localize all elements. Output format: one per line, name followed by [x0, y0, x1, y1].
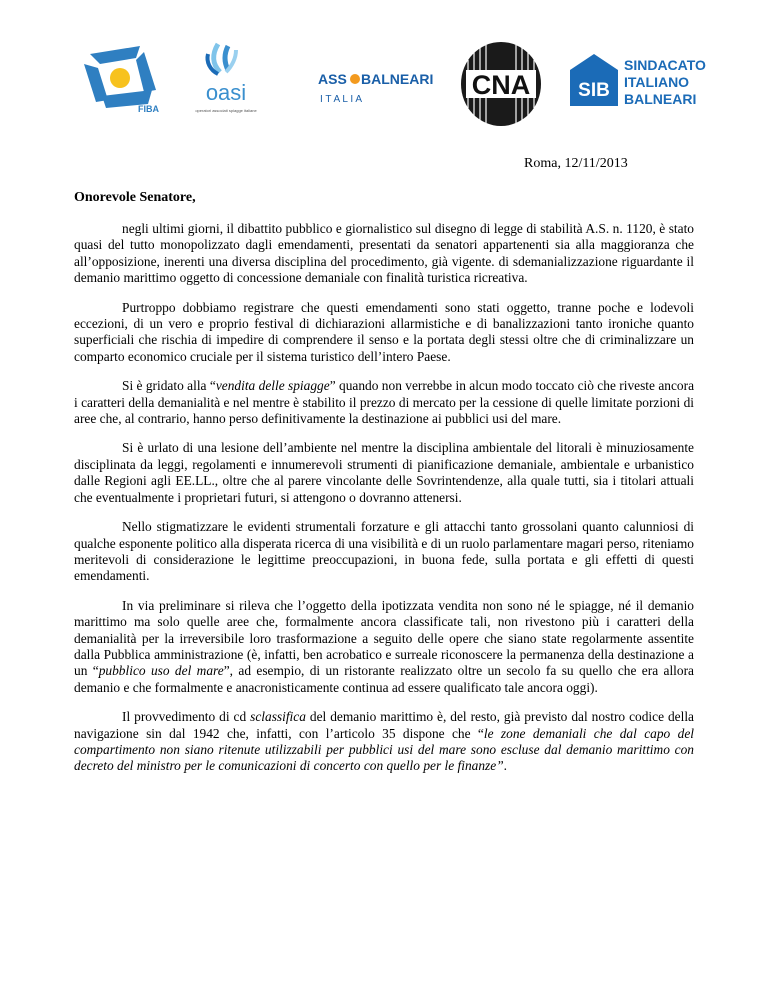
- sib-logo-line3: BALNEARI: [624, 91, 697, 107]
- oasi-logo: [190, 40, 262, 118]
- cna-logo-text: CNA: [471, 70, 531, 100]
- assobalneari-logo: [318, 68, 434, 108]
- sib-logo-line2: ITALIANO: [624, 74, 690, 90]
- letter-salutation: Onorevole Senatore,: [74, 190, 196, 205]
- paragraph-6-emphasis: pubblico uso del mare: [98, 663, 224, 679]
- cna-logo: [458, 40, 544, 128]
- assobalneari-dot-icon: [350, 74, 360, 84]
- sib-logo: [568, 52, 708, 108]
- assobalneari-logo-text-a: ASS: [318, 71, 347, 87]
- paragraph-7-text-b: del demanio marittimo è, del resto, già previsto dal nostro codice della navigazione sin dal 1942 che, infatti, con l’articolo 35 dispone che “: [74, 709, 694, 741]
- paragraph-1: negli ultimi giorni, il dibattito pubblico e giornalistico sul disegno di legge di stabilità A.S. n. 1120, è stato quasi del tutto monopolizzato dagli emendamenti, presentati da senatori appartenenti sia alla maggioranza che all’opposizione, inerenti una diversa disciplina del procedimento, già vigente. di sdemanializzazione riguardante il demanio marittimo oggetto di concessione demaniale con finalità turistica ricreativa.: [74, 221, 694, 286]
- paragraph-6-text-b: ”, ad esempio, di un ristorante realizzato oltre un secolo fa su quello che era allora demanio e che formalmente e anacronisticamente continua ad essere qualificato tale ancora oggi).: [74, 663, 694, 695]
- paragraph-7-text-a: Il provvedimento di cd: [122, 709, 251, 725]
- logo-header: [0, 30, 768, 130]
- paragraph-3: [74, 378, 694, 427]
- assobalneari-logo-subtitle: I T A L I A: [320, 94, 363, 105]
- paragraph-6: [74, 598, 694, 696]
- paragraph-4: Si è urlato di una lesione dell’ambiente nel mentre la disciplina ambientale del litorali è minuziosamente disciplinata da leggi, regolamenti e innumerevoli strumenti di pianificazione demaniale, ambientale e urbanistico dalle Regioni agli EE.LL., oltre che al parere vincolante delle Sovrintendenze, alla quale tutti, sia i titolari attuali che eventualmente i proprietari futuri, si attengono o dovranno attenersi.: [74, 440, 694, 505]
- fiba-logo-text: FIBA: [138, 104, 159, 114]
- paragraph-3-text-b: ” quando non verrebbe in alcun modo toccato ciò che riveste ancora i caratteri della demanialità e nel mentre è stabilito il prezzo di mercato per la cessione di quelle limitate porzioni di aree che, al contrario, hanno perso definitivamente la destinazione ai pubblici usi del mare.: [74, 378, 695, 427]
- sib-logo-line1: SINDACATO: [624, 57, 706, 73]
- paragraph-3-text-a: Si è gridato alla “: [122, 378, 216, 394]
- paragraph-7-emphasis: sclassifica: [250, 709, 306, 725]
- paragraph-6-text-a: In via preliminare si rileva che l’oggetto della ipotizzata vendita non sono né le spiagge, né il demanio marittimo ma solo quelle aree che, formalmente ancora classificate tali, non rivestono più i caratteri della demanialità per la irreversibile loro trasformazione a seguito delle opere che siano state regolarmente assentite dalla Pubblica amministrazione (è, infatti, ben acrobatico e surreale riconoscere la permanenza della destinazione a un “: [74, 597, 694, 679]
- sib-logo-badge: SIB: [578, 80, 610, 101]
- paragraph-2: Purtroppo dobbiamo registrare che questi emendamenti sono stati oggetto, tranne poche e lodevoli eccezioni, di un vero e proprio festival di dichiarazioni allarmistiche e di banalizzazioni tanto ironiche quanto superficiali che rischia di impedire di comprendere il senso e la portata degli stessi oltre che di criminalizzare un comparto economico cruciale per il sistema turistico dell’intero Paese.: [74, 299, 694, 364]
- assobalneari-logo-text-b: BALNEARI: [361, 71, 434, 87]
- paragraph-7: [74, 709, 694, 775]
- paragraph-7-quote: le zone demaniali che dal capo del compartimento non siano ritenute utilizzabili per pubblici usi del mare sono escluse dal demanio marittimo con decreto del ministro per le comunicazioni di concerto con quello per le finanze”: [74, 725, 694, 774]
- paragraph-7-text-c: .: [503, 758, 508, 774]
- fiba-logo: [80, 44, 164, 114]
- paragraph-5: Nello stigmatizzare le evidenti strumentali forzature e gli attacchi tanto grossolani quanto calunniosi di qualche esponente politico alla disperata ricerca di una visibilità e di un ruolo parlamentare magari perso, riteniamo meritevoli di considerazione le legittime preoccupazioni, in buona fede, sulla portata e gli effetti di questi emendamenti.: [74, 519, 694, 584]
- oasi-logo-subtitle: operatori associati spiagge italiane: [195, 108, 257, 113]
- oasi-logo-text: oasi: [205, 80, 247, 105]
- letter-date: Roma, 12/11/2013: [524, 156, 628, 171]
- paragraph-3-emphasis: vendita delle spiagge: [215, 378, 330, 394]
- letter-body: [74, 221, 694, 788]
